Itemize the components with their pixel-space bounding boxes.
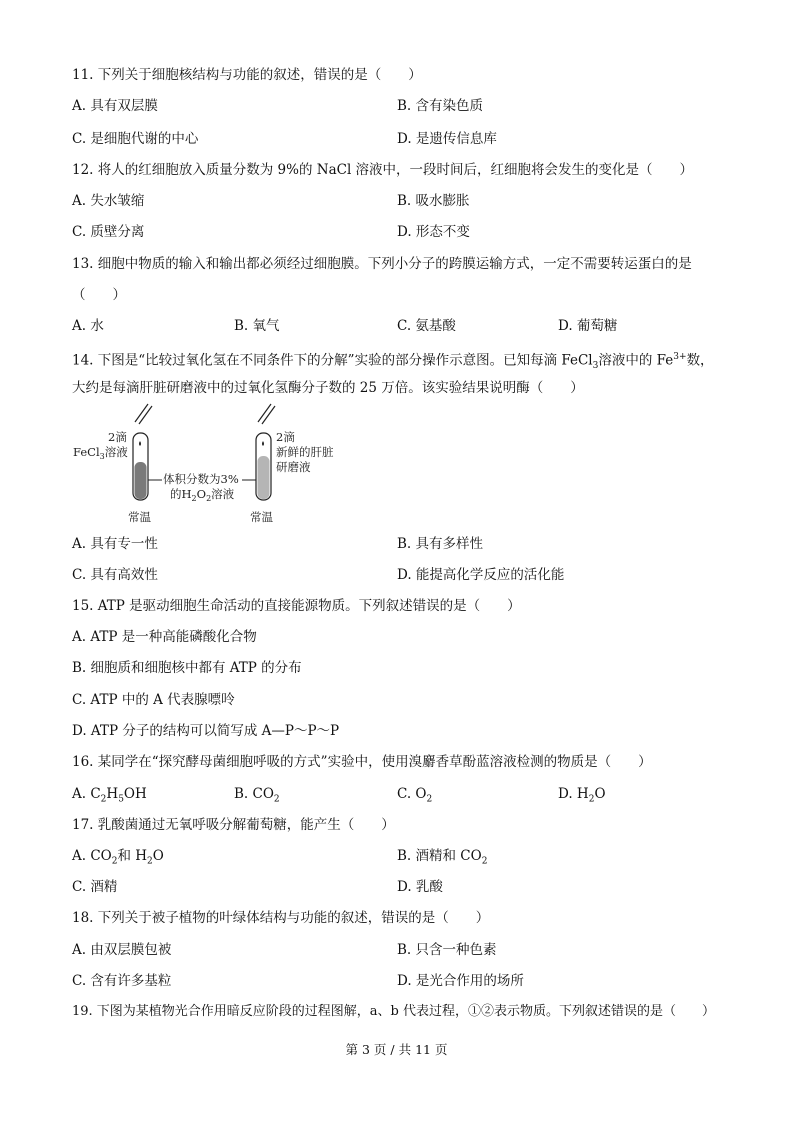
q11-option-c: C. 是细胞代谢的中心 [72, 131, 199, 147]
q13-option-d: D. 葡萄糖 [558, 318, 618, 334]
q17-option-c: C. 酒精 [72, 879, 118, 895]
q11-option-a: A. 具有双层膜 [72, 98, 158, 114]
q18-stem: 18. 下列关于被子植物的叶绿体结构与功能的叙述，错误的是（ ） [72, 910, 490, 926]
q16-option-b: B. $CO_2$ [234, 786, 280, 805]
q16-option-d: D. $H_2O$ [558, 786, 606, 805]
q12-option-c: C. 质壁分离 [72, 224, 145, 240]
q19-stem: 19. 下图为某植物光合作用暗反应阶段的过程图解，a、b 代表过程，①②表示物质。下列叙述错误的是（ ） [72, 1004, 716, 1019]
q18-option-a: A. 由双层膜包被 [72, 942, 172, 958]
test-tube-figure [70, 400, 370, 530]
q14-stem: 14. 下图是“比较过氧化氢在不同条件下的分解”实验的部分操作示意图。已知每滴 FeCl$_3$溶液中的 $Fe^{3+}$数， [72, 352, 714, 372]
q14-option-c: C. 具有高效性 [72, 567, 158, 583]
q15-option-c: C. ATP 中的 A 代表腺嘌呤 [72, 692, 235, 708]
q11-option-d: D. 是遗传信息库 [397, 131, 497, 147]
right-reagent-label-1: 新鲜的肝脏 [276, 445, 334, 459]
q18-option-b: B. 只含一种色素 [397, 942, 497, 958]
page-footer: 第 3 页 / 共 11 页 [345, 1042, 448, 1057]
q12-option-a: A. 失水皱缩 [72, 193, 145, 209]
q15-option-a: A. ATP 是一种高能磷酸化合物 [72, 629, 257, 645]
q12-option-b: B. 吸水膨胀 [397, 193, 470, 209]
q13-option-a: A. 水 [72, 318, 104, 334]
q14-option-a: A. 具有专一性 [72, 536, 158, 552]
q16-option-c: C. $O_2$ [397, 786, 433, 805]
q18-option-c: C. 含有许多基粒 [72, 973, 172, 989]
q11-stem: 11. 下列关于细胞核结构与功能的叙述，错误的是（ ） [72, 67, 422, 83]
right-drop-label: 2滴 [276, 430, 295, 444]
right-temp-label: 常温 [250, 510, 273, 524]
q11-option-b: B. 含有染色质 [397, 98, 484, 114]
left-reagent-label: FeCl$_3$溶液 [73, 445, 128, 461]
q16-option-a: A. $C_2H_5OH$ [72, 786, 147, 805]
q16-stem: 16. 某同学在“探究酵母菌细胞呼吸的方式”实验中，使用溴麝香草酚蓝溶液检测的物质是（ ） [72, 754, 652, 770]
right-tube-liquid [258, 456, 270, 499]
q14-option-b: B. 具有多样性 [397, 536, 484, 552]
q15-option-b: B. 细胞质和细胞核中都有 ATP 的分布 [72, 660, 302, 676]
q17-stem: 17. 乳酸菌通过无氧呼吸分解葡萄糖，能产生（ ） [72, 817, 395, 833]
center-label-1: 体积分数为3% [163, 472, 239, 486]
q15-option-d: D. ATP 分子的结构可以简写成 A—P～P～P [72, 723, 340, 739]
q14-stem-cont: 大约是每滴肝脏研磨液中的过氧化氢酶分子数的 25 万倍。该实验结果说明酶（ ） [72, 380, 584, 396]
q13-stem: 13. 细胞中物质的输入和输出都必须经过细胞膜。下列小分子的跨膜运输方式，一定不需要转运蛋白的是 [72, 256, 692, 272]
q17-option-b: B. 酒精和 $CO_2$ [397, 848, 488, 867]
q17-option-a: A. $CO_2$和 $H_2O$ [72, 848, 164, 867]
q13-option-c: C. 氨基酸 [397, 318, 456, 334]
q13-stem-cont: （ ） [72, 287, 126, 303]
left-drop-label: 2滴 [108, 430, 127, 444]
q12-option-d: D. 形态不变 [397, 224, 470, 240]
q18-option-d: D. 是光合作用的场所 [397, 973, 524, 989]
q12-stem: 12. 将人的红细胞放入质量分数为 9%的 NaCl 溶液中，一段时间后，红细胞将会发生的变化是（ ） [72, 162, 694, 178]
right-reagent-label-2: 研磨液 [276, 460, 311, 474]
q14-option-d: D. 能提高化学反应的活化能 [397, 567, 565, 583]
q13-option-b: B. 氧气 [234, 318, 280, 334]
q17-option-d: D. 乳酸 [397, 879, 443, 895]
center-label-2: 的$H_2O_2$溶液 [170, 487, 235, 503]
q15-stem: 15. ATP 是驱动细胞生命活动的直接能源物质。下列叙述错误的是（ ） [72, 598, 521, 614]
left-temp-label: 常温 [128, 510, 151, 524]
left-tube-liquid [135, 462, 147, 499]
